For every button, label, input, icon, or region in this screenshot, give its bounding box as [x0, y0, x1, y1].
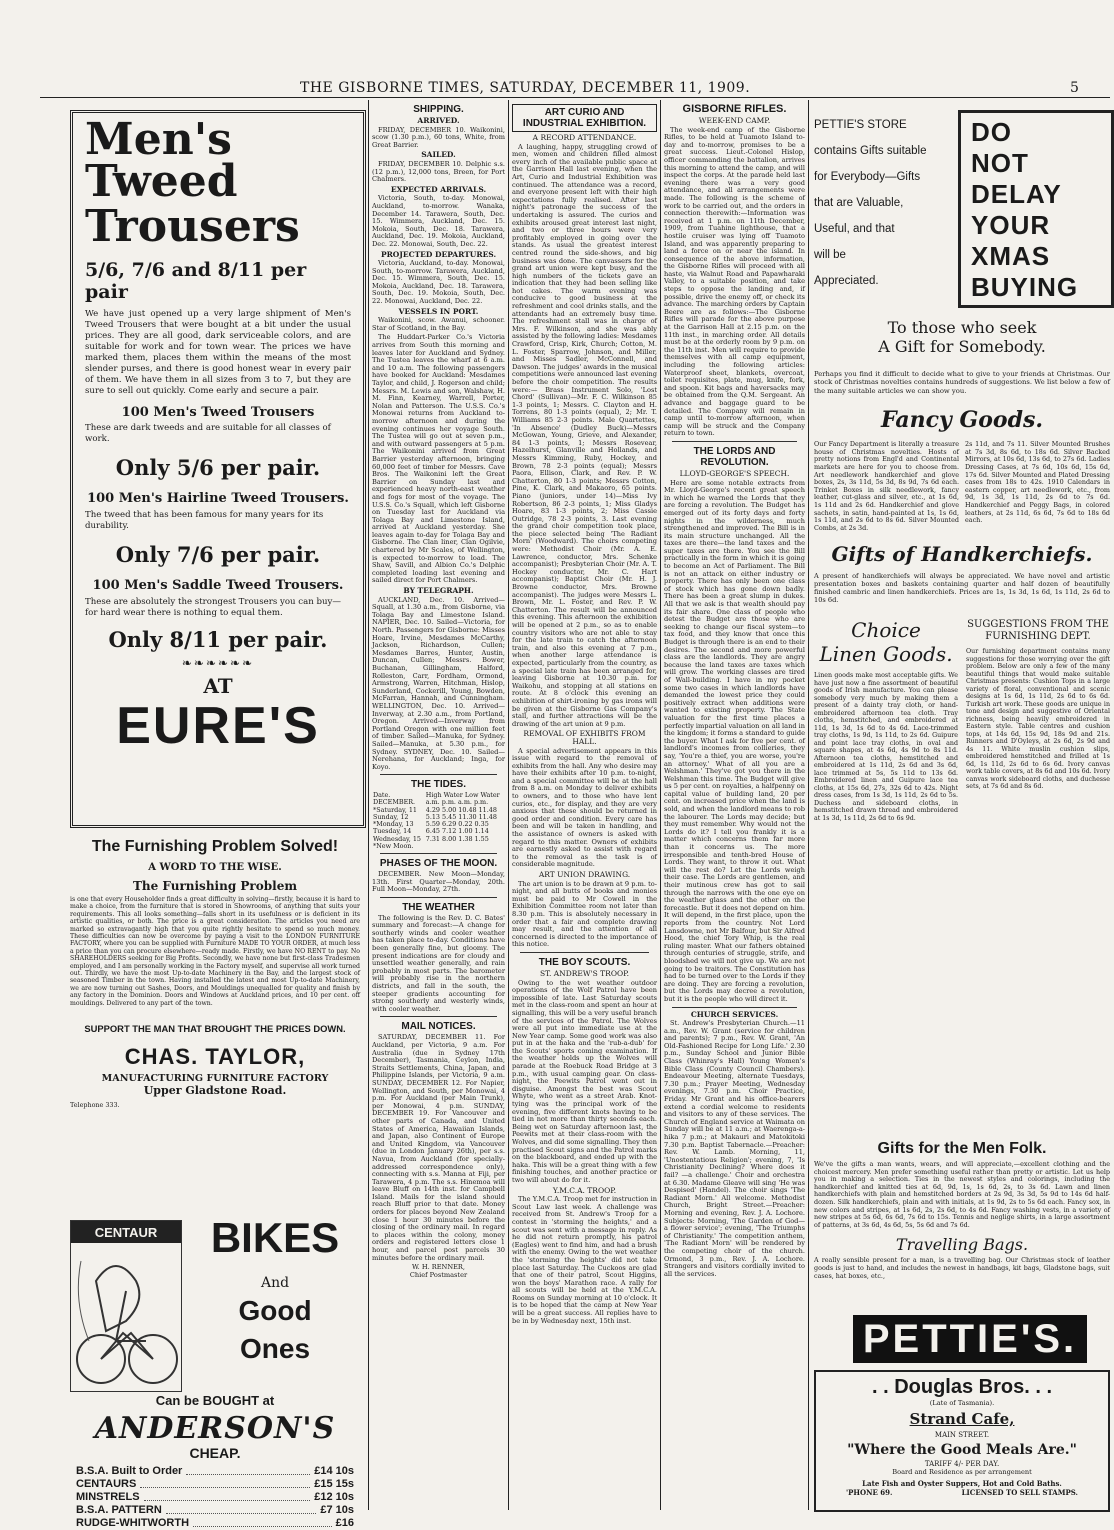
linen-text: Linen goods make most acceptable gifts. We have just now a fine assortment of beautiful goods of Irish manufacture. You can please somebody very much by making them a present of a dainty tray cloth, or hand-embroidered afternoon tea cloth. Tray cloths, hemstitched, and embroidered at 11d, 1s 3d, 1s 6d to 4s 6d. Lace-trimmed tray cloths, 1s 9d, 1s 11d, to 2s 6d. Guipure and point lace tray cloths, in oval and square shapes, at 4s 6d, 4s 9d to 8s 11d. Afternoon tea cloths, hemstitched and embroidered at 1s 11d, 2s 6d and 3s 6d, lace trimmed at 5s, 5s 11d to 13s 6d. Embroidered linen and Guipure lace tea cloths, at 15s 6d, 27s, 32s 6d to 42s. Night dress cases, from 1s 3d, 1s 11d, 2s 6d to 5s. Duchess and sideboard cloths, in hemstitched drawn thread and embroidered at 1s 3d, 1s 11d, 2s 6d to 6s 9d.	[814, 672, 958, 822]
strand-cafe: Strand Cafe,	[909, 1410, 1015, 1428]
men-folk-section	[814, 1140, 1110, 1315]
stamp-word: NOT	[971, 148, 1029, 178]
table-cell: 6.45 7.12 1.00 1.14	[425, 827, 489, 836]
masthead	[0, 0, 1114, 96]
douglas-footer	[816, 1488, 1108, 1497]
divider	[380, 853, 497, 854]
advert-headline: The Furnishing Problem Solved!	[91, 838, 339, 855]
paragraph: Owing to the wet weather outdoor operations of the Wolf Patrol have been impossible of late. Last Saturday scouts met in the class-room and spent an hour at signalling, this will be a very useful branch of the services of the Patrol. The Wolves were all put into immediate use at the New Year camp. Some good work was also put in at the haka and the 'rub-a-dub' for the Scouts' sports coming examination. If the weather holds up the Wolves will parade at the Roebuck Road Bridge at 3 p.m., with usual camping gear. On class-night, the Peewits Patrol went out in disguise. Amongst the best was Scout Whyte, who went as a street Arab. Knot-tying was the principal work of the evening, five different knots having to be tied in not more than thirty seconds each. Being wet on Saturday afternoon last, the Peewits met at their class-room with the Wolves, and did some signalling. They then practised Scout signs and the Patrol marks on the blackboard, and ended up with the haka. This will be a great thing with a few finishing touches, and another practice or two will about do for it.	[512, 978, 657, 1184]
table-cell: a.m. p.m. a.m. p.m.	[425, 798, 489, 807]
bikes-heading: BIKES	[210, 1214, 340, 1261]
subheading: ST. ANDREW'S TROOP.	[539, 968, 630, 978]
table-cell: *Monday, 13	[373, 820, 414, 829]
fancy-goods-columns	[814, 441, 1110, 532]
bikes-cheap: CHEAP.	[189, 1445, 241, 1461]
fancy-goods-left: Our Fancy Department is literally a treasure house of Christmas novelties. Hosts of pretty notions from Engl'd and Continental markets are here for you to choose from. Art needlework handkerchief and glove boxes, 2s, 3s 11d, 5s 3d, 8s 9d, 7s 6d each. Trinket Boxes in silk needlework, fancy leather, cut-glass and silver, etc., at 1s 6d, 1s 11d and 2s 6d. Handkerchief and glove sachets, in satin, hand-painted at 1s, 1s 6d, 1s 11d, and 2s 6d to 8s 6d. Silver Mounted Combs, at 2s 3d.	[814, 440, 959, 532]
price-row	[70, 1465, 360, 1478]
men-text: We've the gifts a man wants, wears, and will appreciate,—excellent clothing and the choicest mercery. Men prefer something useful rather than pretty or artistic. Let us help you in making a selection. Ties in the newest styles and colorings, including the handkerchief and knitted ties at 6d, 9d, 1s, 1s 6d, 2s, to 3s 6d. Lawn and linen handkerchiefs with plain and hemstitched borders at 2s 9d, 3s 3d, 5s 9d to 14s 6d half-dozen. Silk handkerchiefs, plain and with initials, at 1s 9d, 2s to 5s 6d each. Fancy sox, in new colors and stripes, at 1s 6d, 2s, 2s 6d, to 4s 6d. Fancy washing vests, in a variety of new stripes at 5s 6d, 6s 6d, 7s 6d to 15s. Tennis and neglige shirts, in a large assortment of patterns, at 3s 6d, 4s 6d, 5s, 5s 6d and 7s 6d.	[814, 1160, 1110, 1229]
pettie-store-box	[814, 112, 954, 294]
stamp-word: DO	[971, 117, 1012, 147]
advert-prices: 5/6, 7/6 and 8/11 per pair	[85, 259, 307, 303]
section-heading: PHASES OF THE MOON.	[379, 857, 498, 869]
bike-model: RUDGE-WHITWORTH	[76, 1517, 190, 1529]
advert-headline: Trousers	[85, 201, 300, 252]
advert-body: We have just opened up a very large shipment of Men's Tweed Trousers that were bought at a bit under the usual prices. They are all good, dark serviceable colors, and are suitable for work and for town wear. The prices we have marked them, places them within the means of the most slender purses, and there is good honest wear in every pair of them. We have them in all sizes from 3 to 7, but they are sure to sell out quickly. Come early and secure a pair.	[85, 309, 351, 396]
table-cell: *New Moon.	[373, 841, 414, 850]
paragraph: A special advertisement appears in this issue with regard to the removal of exhibits from the hall. Any who desire may have their exhibits after 10 p.m. to-night, and a special committee will be at the hall from 8 a.m. on Monday to deliver exhibits to owners, and to those who have lent curios, etc., for display, and they are very anxious that these should be returned in good order and condition. Every care has been and will be taken in handling, and the assistance of owners is asked with regard to this matter. Owners of exhibits are earnestly asked to assist with regard to the removal as the task is of considerable magnitude.	[512, 746, 657, 869]
men-heading: Gifts for the Men Folk.	[877, 1140, 1047, 1157]
box-line: for Everybody—Gifts	[814, 171, 921, 183]
table-cell: 4.29 5.00 10.48 11.48	[425, 805, 497, 814]
paragraph: The week-end camp of the Gisborne Rifles, to be held at Tuamoto Island to-day and to-morrow, promises to be a great success. Lieut.-Colonel Hislop, officer commanding the battalion, arrives this morning to attend the camp, and will inspect the corps. At the parade held last evening there was a very good attendance, and all arrangements were made. The following is the scheme of work to be carried out, and the orders in connection therewith:—Information was received at 1 p.m. on 11th December, 1909, from Tuahine lighthouse, that a hostile cruiser was lying off Tuamoto Island, and was apparently preparing to land a force on or near the island. In consequence of the above information, the Gisborne Rifles will proceed with all haste, via Walnut Road and Papawharaki Valley, to a suitable position, and take steps to oppose the landing and, if possible, drive the enemy off, or check its advance. The marching orders by Captain Beere are as follows:—The Gisborne Rifles will parade for the above purpose at the Garrison Hall at 2.15 p.m. on the 11th inst., in marching order. All details must be at the orderly room by 9 p.m. on the 11th inst. Men will require to provide themselves with all camp equipment, including the following articles: Waterproof sheet, blankets, overcoat, toilet requisites, plate, mug, knife, fork, and spoon. Kit bags and haversacks may be obtained from the Q.M. Sergeant. An advance and baggage guard to be detailed. The Company will remain in camp until to-morrow afternoon, when camp will be struck and the Company return to town.	[664, 125, 805, 438]
subheading: LLOYD-GEORGE'S SPEECH.	[679, 468, 790, 478]
section-heading: THE WEATHER	[402, 901, 475, 913]
box-line: PETTIE'S STORE	[814, 119, 907, 131]
paragraph: The art union is to be drawn at 9 p.m. to-night, and all butts of books and monies must be paid to Mr Cowell in the Exhibition Committee room not later than 8.30 p.m. This is absolutely necessary in order that a fair and complete drawing may result, and the attention of all concerned is directed to the importance of this notice.	[512, 879, 657, 949]
rifles-column	[664, 100, 805, 1510]
bike-price: £7 10s	[320, 1504, 354, 1516]
box-line: that are Valuable,	[814, 197, 904, 209]
section-heading: THE BOY SCOUTS.	[538, 956, 631, 968]
gift-section	[814, 318, 1110, 1138]
section-heading: ART CURIO AND INDUSTRIAL EXHIBITION.	[512, 104, 657, 132]
gift-heading: A Gift for Somebody.	[878, 337, 1046, 356]
table-cell: Tuesday, 14	[373, 827, 412, 836]
advert-text: These are absolutely the strongest Trousers you can buy—for hard wear there is nothing to equal them.	[85, 597, 341, 618]
linen-furnishing-row	[814, 618, 1110, 822]
bike-price: £14 10s	[314, 1465, 354, 1477]
bike-price: £15 15s	[314, 1478, 354, 1490]
box-line: contains Gifts suitable	[814, 145, 927, 157]
douglas-sub: (Late of Tasmania).	[929, 1399, 995, 1407]
box-line: Appreciated.	[814, 275, 879, 287]
bikes-advert	[70, 1214, 360, 1529]
subheading: ARRIVED.	[417, 116, 460, 125]
bike-model: CENTAURS	[76, 1478, 137, 1490]
subheading: REMOVAL OF EXHIBITS FROM HALL.	[523, 729, 646, 746]
section-heading: MAIL NOTICES.	[401, 1021, 476, 1033]
do-not-delay-box	[958, 110, 1114, 308]
table-cell: 5.59 6.29 0.22 0.35	[425, 820, 489, 829]
table-cell: DECEMBER.	[373, 798, 416, 807]
main-street: MAIN STREET.	[934, 1431, 990, 1439]
divider	[520, 952, 649, 953]
board: Board and Residence as per arrangement	[892, 1468, 1032, 1476]
bikes-ones: Ones	[239, 1333, 311, 1364]
table-cell: High Water Low Water	[425, 791, 500, 800]
advert-subhead: The Furnishing Problem	[132, 879, 298, 893]
advert-subhead: A WORD TO THE WISE.	[148, 862, 282, 873]
tide-table	[372, 792, 505, 850]
petties-banner	[840, 1315, 1100, 1363]
subheading: SAILED.	[421, 150, 456, 160]
petties-logo: PETTIE'S.	[853, 1315, 1087, 1363]
bikes-good: Good	[238, 1295, 312, 1326]
furnishing-text: Our furnishing department contains many suggestions for those worrying over the gift problem. Below are only a few of the many beautiful things that would make suitable Christmas presents: Cushion Tops in a large variety of floral, conventional and scenic designs at 1s 6d, 1s 11d, 2s 6d to 6s 6d. Turkish art work. These goods are unique in tone and design and suggestive of Oriental richness, being heavily embroidered in Eastern style. Table centres and cushion tops, at 14s 6d, 15s 9d, 18s 9d and 21s. Runners and D'Oyleys, at 2s 6d, 2s 9d and 4s 11. White muslin cushion slips, embroidered hemstitched and frilled at 1s 6d, 1s 11d, 2s 6d to 6s 6d. Ivory canvas work table covers, at 8s 6d and 10s 6d. Ivory canvas work sideboard cloths, and duchesse sets, at 7s 6d and 8s 6d.	[966, 648, 1111, 791]
subheading: Y.M.C.A. TROOP.	[552, 1185, 617, 1195]
paragraph: The Huddart-Parker Co.'s Victoria arrives from South this morning and leaves later for Auckland and Sydney. The Tustea leaves the wharf at 6 a.m. and 10 a.m. The following passengers have booked for Auckland: Mesdames Taylor, and child, J. Rogerson and child; Messrs. M. Lewis and son, Walshaw, H. M. Finn, Kearney, Warrell, Porter, Nolan and Patterson. The U.S.S. Co.'s Monowai returns from Auckland to-morrow afternoon and during the evening continues her voyage South. The Tustea will go out at seven p.m., and with outward passengers at 5 p.m. The Waikonini arrived from Great Barrier yesterday afternoon, bringing 60,000 feet of timber for Messrs. Cave Bros. The Waikonini left the Great Barrier on Sunday last and experienced heavy north-east weather and fogs for most of the voyage. The U.S.S. Co.'s Squall, which left Gisborne on Tuesday last for Auckland via Tolaga Bay and Limestone Island, arrived at Auckland yesterday. She leaves again to-day for Tolaga Bay and Gisborne. The Clan liner, Clan Ogilvie, chartered by Mr Scales, of Wellington, is expected to-morrow to load. The Shaw, Savill, and Albion Co.'s Delphic completed loading last evening and sailed direct for Port Chalmers.	[372, 333, 505, 585]
column-divider	[508, 100, 509, 1510]
linen-heading: Choice	[851, 618, 921, 643]
divider	[672, 1007, 797, 1008]
advert-at: AT	[203, 674, 233, 698]
bike-price-list	[70, 1465, 360, 1530]
section-heading: SHIPPING.	[413, 104, 464, 115]
advertiser-name: CHAS. TAYLOR,	[124, 1044, 306, 1070]
subheading: A RECORD ATTENDANCE.	[532, 133, 637, 142]
meals-slogan: "Where the Good Meals Are."	[847, 1442, 1077, 1458]
travel-text: A really sensible present for a man, is a travelling bag. Our Christmas stock of leather goods is just to hand, and includes the newest in handbags, kit bags, Gladstone bags, suit cases, hat boxes, etc.,	[814, 1256, 1110, 1280]
douglas-bros-advert	[814, 1370, 1110, 1512]
bikes-can: Can be BOUGHT at	[155, 1393, 275, 1408]
table-cell: Sunday, 12	[373, 812, 409, 821]
bikes-and: And	[260, 1275, 290, 1291]
column-divider	[660, 100, 661, 1510]
table-row	[372, 843, 505, 850]
paragraph: Here are some notable extracts from Mr. Lloyd-George's recent great speech in which he warned the Lords that they are forcing a revolution. The Budget has emerged out of its forty days and forty nights in the wilderness, much strengthened and improved. The Bill is in its main structure unchanged. All the taxes are there—the land taxes and the super taxes are there. You see the Bill practically in the form in which it is going to become an Act of Parliament. The Bill is not an attack on either industry or property. There has only been one class of stock which has gone down badly. There has been a great slump in dukes. All that we ask is that wealth should pay its fair share. One class of people who detest the Budget are those who are seeking to change our fiscal system—to tax food, and they know that once this Budget is through there is an end to their desires. The second and more powerful class are the landlords. They are angry because the land taxes are taxes which will grow. The working classes are tired of Wall-building. I have in my pocket some two cases in which landlords have demanded the lowest price they could positively extract when additions were wanted to existing property. The State valuation for the first time places a perfectly impartial valuation on all land in the kingdom; it forms a standard to guide the buyer. What I ask for five per cent. of landlord's incomes from collieries, they say, 'You're a thief, you are worse, you're an attorney.' What of all you are a Welshman.' They've got you there in the Welshman this time. The Budget will give us 5 per cent. on royalties, a halfpenny on capital value of building land, 20 per cent. on increased price when the land is sold, and when the landlord means to rob the labourer. The Lords may decide; but they must remember. Why would not the Lords do it? I tell you frankly it is a matter which concerns them far more than it concerns us. The more irresponsible and tenth-bred House of Lords. They want, to throw it out. What will the rest do? Let the Lords weigh their case. The Lords are gentlemen, and their mutinous crew has got to sail through the narrows with the one eye on the weather glass and the other on the forecastle. But it does not depend on him. It will depend, in the first place, upon the reports from the country. Not Lord Lansdowne, not Mr Balfour, but Sir Alfred Hood, the chief Tory Whip, is the real ruling master. What our fathers obtained through centuries of struggle, strife, and bloodshed we will not give up. We are not going to be traitors. The Constitution has had to be turned over to the Lords if they are doing. They are forcing a revolution, but the Lords may decree a revolution, but it is the people who will direct it.	[664, 478, 805, 1003]
paragraph: FRIDAY, DECEMBER 10. Delphic s.s. (12 p.m.), 12,000 tons, Breen, for Port Chalmers.	[372, 159, 505, 184]
subheading: VESSELS IN PORT.	[398, 306, 479, 316]
masthead-rule	[40, 97, 1110, 98]
phone-number: 'PHONE 69.	[846, 1488, 893, 1497]
ornament: ❧❧❧❧❧❧	[181, 656, 255, 670]
subheading: PROJECTED DEPARTURES.	[380, 249, 497, 259]
furnishing-heading: FURNISHING DEPT.	[985, 631, 1091, 643]
bicycle-icon	[71, 1221, 181, 1391]
price-row	[70, 1517, 360, 1530]
linen-heading: Linen Goods.	[819, 642, 953, 667]
divider	[380, 774, 497, 775]
furnishing-block	[966, 618, 1110, 822]
box-line: will be	[814, 249, 846, 261]
table-cell: Wednesday, 15	[373, 834, 421, 843]
advert-subhead: 100 Men's Saddle Tweed Trousers.	[92, 578, 344, 593]
table-cell: 7.31 8.00 1.38 1.55	[425, 834, 489, 843]
exhibition-column	[512, 100, 657, 1510]
gift-heading: To those who seek	[887, 318, 1037, 337]
price-row	[70, 1504, 360, 1517]
table-cell	[425, 843, 505, 850]
advert-subhead: 100 Men's Tweed Trousers	[121, 405, 315, 420]
advertiser-phone: Telephone 333.	[70, 1101, 120, 1110]
advert-text: The tweed that has been famous for many years for its durability.	[85, 510, 324, 531]
box-line: Useful, and that	[814, 223, 895, 235]
bicycle-illustration	[70, 1220, 182, 1392]
bike-model: MINSTRELS	[76, 1491, 140, 1503]
subheading: EXPECTED ARRIVALS.	[390, 184, 487, 194]
douglas-name: . . Douglas Bros. . .	[871, 1376, 1053, 1398]
furniture-advert	[70, 838, 360, 1208]
paragraph: FRIDAY, DECEMBER 10. Waikonini, scow (1.30 p.m.), 60 tons, White, from Great Barrier.	[372, 125, 505, 149]
advert-slogan: SUPPORT THE MAN THAT BROUGHT THE PRICES DOWN.	[84, 1023, 346, 1035]
divider	[380, 897, 497, 898]
page-number: 5	[1070, 80, 1079, 96]
section-heading: GISBORNE RIFLES.	[682, 103, 787, 115]
paragraph: A laughing, happy, struggling crowd of men, women and children filled almost every inch of the available public space at the Garrison Hall last evening, when the Art, Curio and Industrial Exhibition was continued. The attendance was a record, and everyone present left with their high expectations fully realised. After last night's patronage the success of the undertaking is assured. The curios and exhibits aroused great interest last night, and two or three hours were very profitably employed in going over the stands. As usual the greatest interest centred round the side-shows, and big business was done. The canvassers for the grand art union were kept busy, and the high numbers of the tickets gave an indication that they had been selling like hot cakes. The warm evening was conducive to good business at the refreshment and cool drinks stalls, and the attendants had an extremely busy time. The refreshment stall was in charge of Mrs. F. Wilkinson, and she was ably assisted by the following ladies: Mesdames Crawford, Crisp, Kirk, Church; Cotton, M. L. Foster, Sparrow, Johnson, and Miller, and Misses Sadler, McConnell, and Dawson. The judges' awards in the musical competitions were announced last evening before the choir competition. The results were:— Brass Instrument Solo, 'Lost Chord' (Sullivan)—Mr. F. C. Wilkinson 85 1-3 points, 1; Messrs. C. Clayton and H. Torrens, 80 1-3 points (equal), 2; Mr. T. Williams 85 2-3 points. Male Quartettes, 'In Absence' (Dudley Buck)—Messrs McGowan, Young, Grieve, and Alexander, 84 1-3 points, 1; Messrs Rosevear, Hazelhurst, Glanville and Hollands, and Messrs Kimming, Ruby, Hockey, and Brown, 78 2-3 points (equal); Messrs Paora, Ellison, Clark, and Rev. P. W. Chatterton, 80 1-3 points; Messrs Cotton, Pine, K. Clark, and Makaoro, 65 points. Piano (juniors, under 14)—Miss Ivy Robertson, 86 2-3 points, 1; Miss Gladys Hoare, 83 1-3 points, 2; Miss Cassie Outridge, 78 2-3 points, 3. Last evening the grand choir competition took place, the piece selected being 'The Radiant Morn' (Woodward). The choirs competing were: Methodist Choir (Mr. A. E. Lawrence, conductor, Mrs. Schenke accompanist); Presbyterian Choir (Mr. A. T. Hockey conductor, Mr. C. Hart accompanist); Baptist Choir (Mr. H. J. Browne conductor, Mrs. Browne accompanist). The judges were Messrs L. Brown, Mr. L. Foster, and Rev. P. W. Chatterton. The result will be announced this evening. This afternoon the exhibition will be opened at 2 p.m., so as to enable country visitors who are not able to stay for the late train to catch the afternoon train, and also this evening at 7 p.m., when another large attendance is expected, particularly from the country, as a special late train has been arranged for, leaving Gisborne at 10.30 p.m. for Waikohu, and stopping at all stations en route. At 8 o'clock this evening an exhibition of shirt-ironing by gas irons will be given at the Gisborne Gas Company's stall, and further attractions will be the drawing of the art union at 9 p.m.	[512, 142, 657, 728]
advert-headline: Men's	[85, 114, 232, 165]
advert-body: is one that every Householder finds a great difficulty in solving—firstly, because it is hard to make a choice, from the furniture that is stored in Showrooms, of anything that suits your requirements. This all looks something—falls short in its usefulness or is deficient in its artistic qualities, or both. The price is a great consideration. The articles you need are marked so extravagantly high that you quite rightly hesitate to spend so much money. These difficulties can now be overcome by paying a visit to the LONDON FURNITURE FACTORY, where you can be supplied with Furniture MADE TO YOUR ORDER, at much less a price than you can procure elsewhere—ready made. Firstly, we have NO RENT to pay. No SHAREHOLDERS seeking for Big Profits. Secondly, we have none but first-class Tradesmen employed, and I am personally working in the Factory myself, and supervise all work turned out. Thirdly, we have the most Up-to-date Machinery in the Bay, and the largest stock of seasoned Timber in the town. Having installed the latest and most Up-to-date Machinery, we are now turning out Sashes, Doors, and Mouldings unequalled for quality and finish by any factory in the Dominion. Doors and Windows at Auckland prices, and 10 per cent. off mouldings. Delivered to any part of the town.	[70, 896, 360, 1007]
advert-headline: Tweed	[85, 156, 238, 207]
section-heading: THE TIDES.	[410, 779, 466, 791]
price-row	[70, 1478, 360, 1491]
fancy-goods-right: 2s 11d, and 7s 11. Silver Mounted Brushes at 7s 3d, 8s 6d, to 18s 6d. Silver Backed Mirrors, at 10s 6d, 13s 6d, to 27s 6d. Ladies Dressing Cases, at 7s 6d, 10s 6d, 15s 6d, 17s 6d. Silver Mounted and Plated Dressing cases from 18s to 42s. 1910 Calendars in eastern copper, art needlework, etc., from 9d, 1s 3d, 1s 11d, 2s 6d to 7s 6d. Handkerchief and Peggy Bags, in colored leathers, at 2s 11d, 6s 6d, 7s 6d to 18s 6d each.	[965, 440, 1110, 525]
handkerchiefs-text: A present of handkerchiefs will always be appreciated. We have novel and artistic presentation boxes and baskets containing quarter and half dozen of beautifully finished cambric and linen handkerchiefs. Prices are 1s, 1s 3d, 1s 6d, 1s 11d, 2s 6d to 10s 6d.	[814, 572, 1110, 605]
advert-subhead: 100 Men's Hairline Tweed Trousers.	[87, 491, 349, 506]
subheading: BY TELEGRAPH.	[403, 586, 474, 596]
divider	[380, 1016, 497, 1017]
advert-price: Only 5/6 per pair.	[115, 455, 321, 480]
bike-price: £12 10s	[314, 1491, 354, 1503]
stamp-word: DELAY	[971, 179, 1062, 209]
column-divider	[808, 100, 809, 1510]
advertiser-address: Upper Gladstone Road.	[143, 1084, 287, 1098]
signature: W. H. RENNER,	[412, 1263, 465, 1272]
travel-heading: Travelling Bags.	[895, 1235, 1029, 1255]
linen-block	[814, 618, 958, 822]
stamp-word: BUYING	[971, 272, 1079, 302]
table-cell: Date.	[373, 791, 391, 800]
gift-intro: Perhaps you find it difficult to decide what to give to your friends at Christmas. Our stock of Christmas novelties contains hundreds of suggestions. We list below a few of the many suitable articles we can show you.	[814, 370, 1110, 395]
advert-text: These are dark tweeds and are suitable for all classes of work.	[85, 423, 331, 444]
table-cell: 5.13 5.45 11.30 11.48	[425, 812, 497, 821]
section-heading: CHURCH SERVICES.	[690, 1009, 779, 1019]
divider	[672, 441, 797, 442]
section-heading: THE LORDS AND REVOLUTION.	[693, 445, 776, 468]
store-name: EURE'S	[116, 697, 320, 755]
paragraph: The Y.M.C.A. Troop met for instruction in Scout Law last week. A challenge was received from St. Andrew's Troop for a contest in 'storming the heights,' and a scout was sent with a message in reply. As he did not return promptly, his patrol (Eagles) went to find him, and had a brush with the enemy. Owing to the wet weather the 'storming the heights' did not take place last Saturday. The Cuckoos are glad that one of their patrol, Scout Higgins, won the boys' Marathon race. A rally for all scouts will be held at the Y.M.C.A. Rooms on Sunday morning at 10 o'clock. It is to be hoped that the camp at New Year will be a great success. All replies have to be in by Wednesday next, 15th inst.	[512, 1195, 657, 1325]
bikes-store: ANDERSON'S	[94, 1411, 336, 1446]
paragraph: St. Andrew's Presbyterian Church.—11 a.m., Rev. W. Grant (service for children and parents); 7 p.m., Rev. W. Grant, 'An Old-Fashioned Recipe for Long Life.' 2.30 p.m., Sunday School and Junior Bible Class (Whinray's Hall) Young Women's Bible Class (County Council Chambers). Endeavour Meeting, alternate Tuesdays, 7.30 p.m.; Prayer Meeting, Wednesday evenings, 7.30 p.m. Choir Practice, Friday. Mr Grant and his office-bearers extend a cordial welcome to residents and visitors to any of these services. The Church of England service at Waimata on Sunday will be at 11 a.m.; at Waerenga-a-hika 7 p.m.; at Makauri and Matokitoki 7.30 p.m. Baptist Tabernacle.—Preacher: Rev. W. Lamb. Morning, 11, 'Unostentatious Religion'; evening, 7, 'Is Christianity Declining? Where does it fail? —a challenge.' Choir and orchestra at 6.30. Madame Gleave will sing 'He was Despised' (Handel). The choir sings 'The Radiant Morn.' All welcome. Methodist Church, Bright Street.—Preacher: Morning and evening, Rev. J. A. Lochore. Subjects: Morning, 'The Garden of God—a flower service'; evening, 'The Triumphs of Christianity.' The competition anthem, 'The Radiant Morn' will be rendered by the competing choir of the church. Ormond, 3 p.m., Rev. J. A. Lochore. Strangers and visitors cordially invited to all the services.	[664, 1019, 805, 1278]
advert-price: Only 7/6 per pair.	[115, 542, 321, 567]
stamp-word: XMAS	[971, 241, 1051, 271]
shipping-column	[372, 100, 505, 1510]
fancy-goods-heading: Fancy Goods.	[880, 407, 1044, 434]
handkerchiefs-heading: Gifts of Handkerchiefs.	[831, 542, 1093, 567]
paragraph: SATURDAY, DECEMBER 11. For Auckland, per Victoria, 9 a.m. For Australia (due in Sydney 17th December), Tasmania, Ceylon, India, Straits Settlements, China, Japan, and Philippine Islands, per Victoria, 9 a.m. SUNDAY, DECEMBER 12. For Napier, Wellington, and South, per Monowai, 4 p.m. For Auckland (per Main Trunk), per Monowai, 4 p.m. SUNDAY, DECEMBER 19. For Vancouver and other parts of Canada, and United States of America, Hawaiian Islands, and Japan, also Continent of Europe and United Kingdom, via Vancouver (due in London January 26th), per s.s. Navua, from Auckland (for specially-addressed correspondence only), connecting with s.s. Manna at Fiji, per Tarawera, 4 p.m. The s.s. Hinemoa will leave Bluff on 14th inst. for Campbell Island. Mails for the island should reach Bluff prior to that date. Money orders for places beyond New Zealand close 1 hour 30 minutes before the closing of the ordinary mail. In regard to places within the colony, money orders and registered letters close 1 hour, and parcel post parcels 30 minutes before the ordinary mail.	[372, 1033, 505, 1262]
advertiser-business: MANUFACTURING FURNITURE FACTORY	[101, 1073, 329, 1085]
subheading: WEEK-END CAMP.	[698, 116, 771, 125]
paragraph: The following is the Rev. D. C. Bates' summary and forecast:—A change for southerly winds and cooler weather has taken place to-day. Conditions have been generally fine, but gloomy. The present indications are for cloudy and unsettled weather generally, and rain probably in most parts. The barometer will probably rise in the northern districts, and fall in the south, the steeper gradients accounting for strong southerly and westerly winds, with cooler weather.	[372, 913, 505, 1013]
licensed-note: LICENSED TO SELL STAMPS.	[961, 1488, 1078, 1497]
masthead-title: THE GISBORNE TIMES, SATURDAY, DECEMBER 11, 1909.	[300, 80, 751, 96]
advert-price: Only 8/11 per pair.	[108, 627, 328, 652]
paragraph: DECEMBER. New Moon—Monday, 13th. First Quarter—Monday, 20th. Full Moon—Monday, 27th.	[372, 869, 505, 894]
tariff: TARIFF 4/- PER DAY.	[924, 1460, 1000, 1468]
bike-model: B.S.A. Built to Order	[76, 1465, 183, 1477]
subheading: ART UNION DRAWING.	[538, 870, 631, 879]
table-cell: *Saturday, 11	[373, 805, 417, 814]
suppers: Late Fish and Oyster Suppers, Hot and Cold Baths.	[862, 1479, 1062, 1488]
signature-title: Chief Postmaster	[409, 1270, 468, 1279]
bike-model: B.S.A. PATTERN	[76, 1504, 162, 1516]
brand-label: CENTAUR	[94, 1225, 158, 1240]
stamp-word: YOUR	[971, 210, 1051, 240]
paragraph: AUCKLAND, Dec. 10. Arrived—Squall, at 1.30 a.m., from Gisborne, via Tolaga Bay and Limestone Island. NAPIER, Dec. 10. Sailed—Victoria, for North. Passengers for Gisborne: Misses Hoare, Irvine, Mesdames McCarthy, Jackson, Richardson, Cullen; Mesdames Barres, Hunter, Austin, Duncan, Cullen; Messrs. Bower, Buchanan, Gillingham, Halford, Rolleston, Carr, Fordham, Ormond, Armstrong, Warren, Hitchman, Hislop, Sunderland, Cockerill, Young, Bowden, McFarran, Hannah, and Cunningham. WELLINGTON, Dec. 10. Arrived—Inverway, at 2.30 a.m., from Portland, Oregon. Arrived—Inverway from Portland Oregon with one million feet of timber. Sailed—Manuka, for Sydney. Sailed—Manuka, at 5.30 p.m., for Sydney. SYDNEY, Dec. 10. Sailed—Nerehana, for Auckland; Inga, for Koyo.	[372, 595, 505, 771]
furnishing-heading: SUGGESTIONS FROM THE	[967, 619, 1109, 631]
trousers-advert	[70, 110, 366, 828]
paragraph: Waikonini, scow. Awanui, schooner. Star of Scotland, in the Bay.	[372, 316, 505, 332]
bike-price: £16	[335, 1517, 354, 1529]
paragraph: Victoria, South, to-day. Monowai, Auckland, to-morrow. Wanaka, December 14. Tarawera, South, Dec. 15. Wimmera, Auckland, Dec. 15. Mokoia, South, Dec. 18. Tarawera, Auckland, Dec. 19. Mokoia, Auckland, Dec. 22. Monowai, South, Dec. 22.	[372, 194, 505, 248]
column-divider	[368, 100, 369, 1510]
paragraph: Victoria, Auckland, to-day. Monowai, South, to-morrow. Tarawera, Auckland, Dec. 15. Wimmera, South, Dec. 15. Mokoia, Auckland, Dec. 18. Tarawera, South, Dec. 19. Mokoia, South, Dec. 22. Monowai, Auckland, Dec. 22.	[372, 259, 505, 306]
price-row	[70, 1491, 360, 1504]
